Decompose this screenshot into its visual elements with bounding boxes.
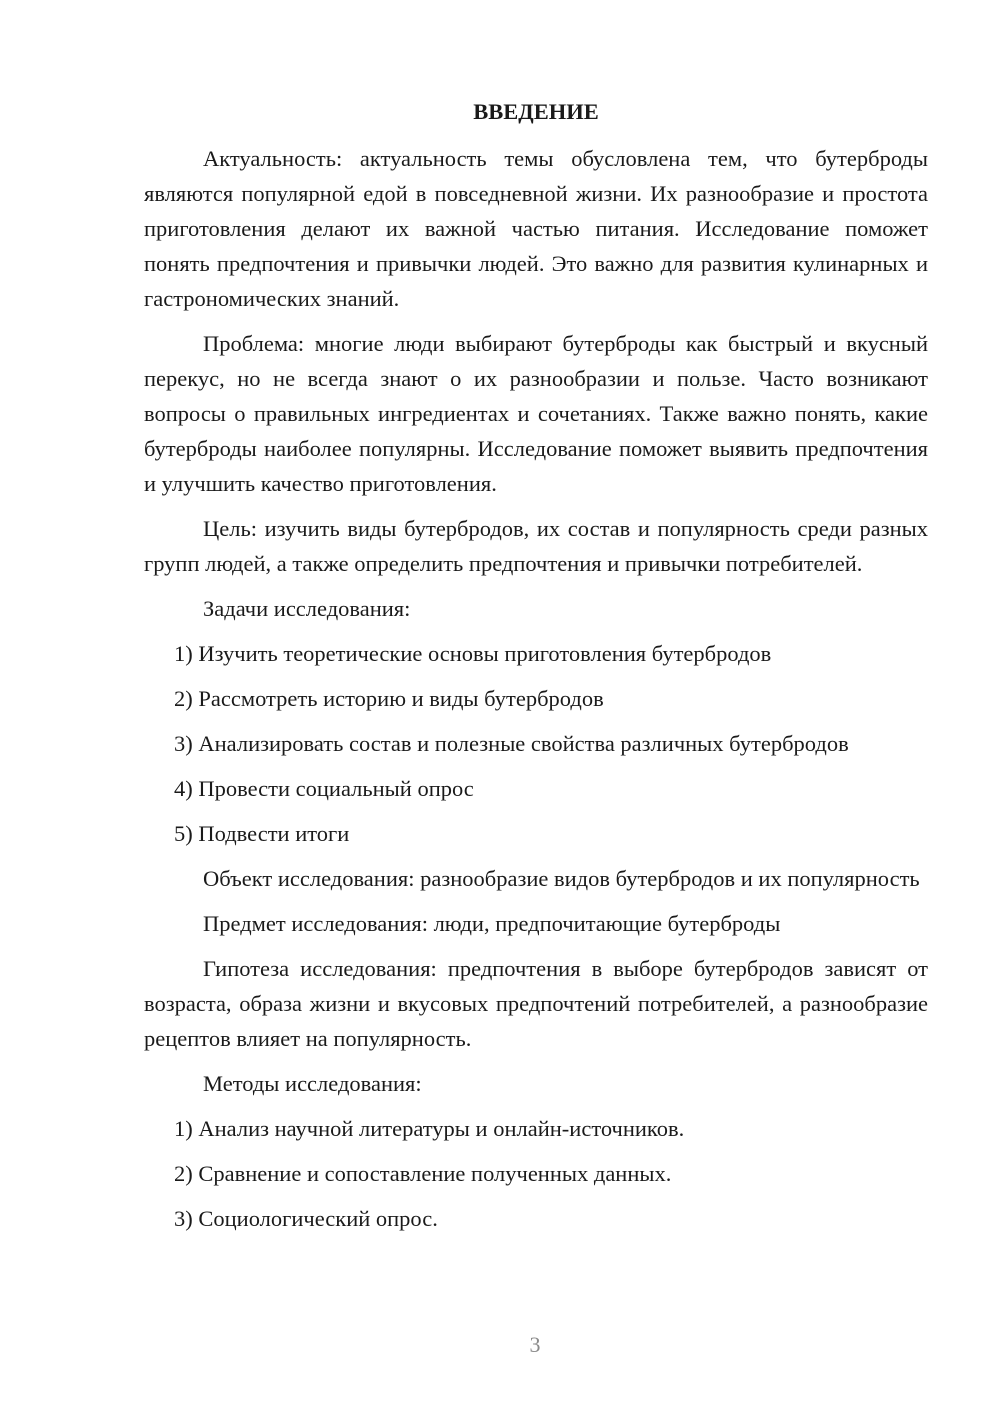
section-title: ВВЕДЕНИЕ <box>473 99 599 124</box>
task-item: 2) Рассмотреть историю и виды бутербродов <box>174 686 604 711</box>
method-item: 3) Социологический опрос. <box>174 1206 438 1231</box>
goal-paragraph: Цель: изучить виды бутербродов, их состав и популярность среди разных групп людей, а также определить предпочтения и привычки потребителей. <box>144 516 928 576</box>
page-content <box>144 94 928 1246</box>
relevance-paragraph: Актуальность: актуальность темы обусловлена тем, что бутерброды являются популярной едой в повседневной жизни. Их разнообразие и простота приготовления делают их важной частью питания. Исследование поможет понять предпочтения и привычки людей. Это важно для развития кулинарных и гастрономических знаний. <box>144 146 928 311</box>
method-item: 2) Сравнение и сопоставление полученных данных. <box>174 1161 672 1186</box>
task-item: 5) Подвести итоги <box>174 821 350 846</box>
method-item: 1) Анализ научной литературы и онлайн-источников. <box>174 1116 685 1141</box>
task-item: 3) Анализировать состав и полезные свойства различных бутербродов <box>174 731 849 756</box>
hypothesis-paragraph: Гипотеза исследования: предпочтения в выборе бутербродов зависят от возраста, образа жизни и вкусовых предпочтений потребителей, а разнообразие рецептов влияет на популярность. <box>144 956 928 1051</box>
subject-paragraph: Предмет исследования: люди, предпочитающие бутерброды <box>203 911 781 936</box>
problem-paragraph: Проблема: многие люди выбирают бутерброды как быстрый и вкусный перекус, но не всегда знают о их разнообразии и пользе. Часто возникают вопросы о правильных ингредиентах и сочетаниях. Также важно понять, какие бутерброды наиболее популярны. Исследование поможет выявить предпочтения и улучшить качество приготовления. <box>144 331 928 496</box>
tasks-list <box>144 636 928 851</box>
tasks-heading: Задачи исследования: <box>203 596 411 621</box>
task-item: 4) Провести социальный опрос <box>174 776 474 801</box>
page-number: 3 <box>529 1332 541 1357</box>
task-item: 1) Изучить теоретические основы приготовления бутербродов <box>174 641 772 666</box>
methods-heading: Методы исследования: <box>203 1071 422 1096</box>
object-paragraph: Объект исследования: разнообразие видов бутербродов и их популярность <box>203 866 920 891</box>
methods-list <box>144 1111 928 1236</box>
